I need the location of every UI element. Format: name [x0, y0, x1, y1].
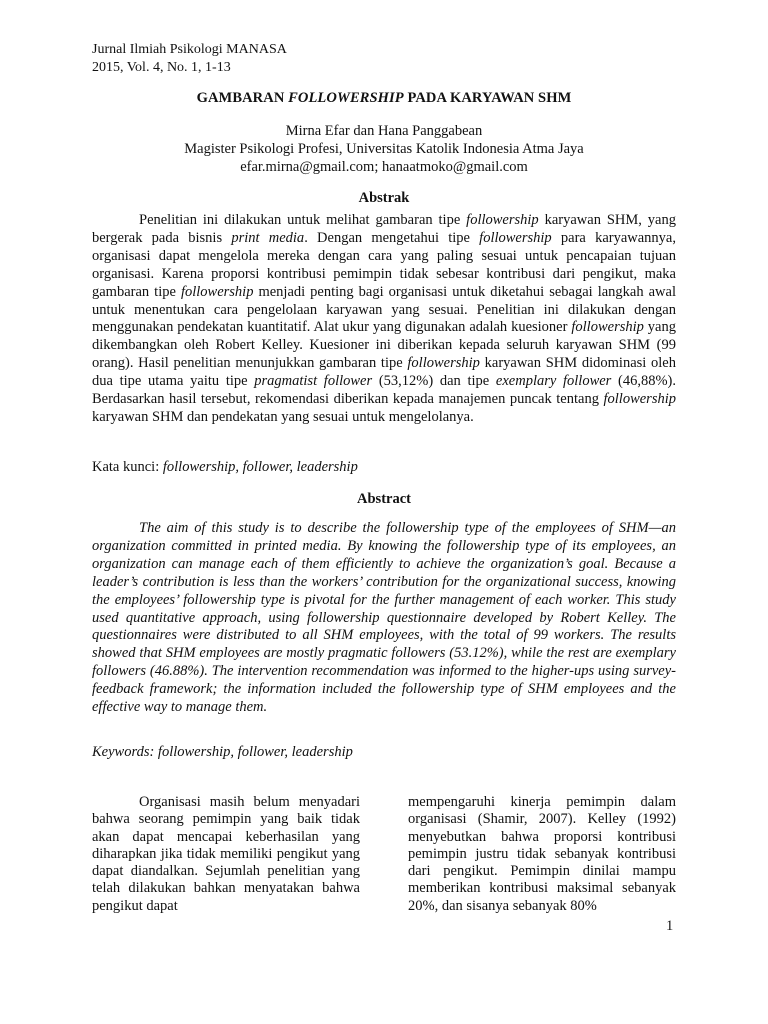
page-number: 1: [666, 918, 674, 934]
kata-kunci-terms: followership, follower, leadership: [162, 459, 358, 475]
author-emails: efar.mirna@gmail.com; hanaatmoko@gmail.com: [240, 159, 528, 175]
paper-title: [0, 90, 768, 107]
journal-name: Jurnal Ilmiah Psikologi MANASA: [92, 42, 287, 57]
journal-issue: 2015, Vol. 4, No. 1, 1-13: [92, 60, 231, 75]
body-column-left: Organisasi masih belum menyadari bahwa seorang pemimpin yang baik tidak akan dapat mencapai keberhasilan yang diharapkan jika tidak memiliki pengikut yang dapat diandalkan. Sejumlah penelitian yang telah dilakukan bahkan menyatakan bahwa pengikut dapat: [92, 794, 360, 914]
kata-kunci: [92, 459, 358, 476]
body-column-right: mempengaruhi kinerja pemimpin dalam organisasi (Shamir, 2007). Kelley (1992) menyebutkan bahwa proporsi kontribusi pemimpin justru tidak sebanyak kontribusi dari pengikut. Pemimpin dinilai mampu memberikan kontribusi maksimal sebanyak 20%, dan sisanya sebanyak 80%: [408, 794, 676, 914]
journal-header: [92, 41, 287, 77]
author-block: [0, 122, 768, 176]
abstrak-heading: Abstrak: [358, 190, 410, 206]
abstract-body: The aim of this study is to describe the followership type of the employees of SHM—an organization committed in printed media. By knowing the followership type of its employees, an organization can manage each of them efficiently to achieve the organization’s goal. Because a leader’s contribution is less than the workers’ contribution for the organizational success, knowing the employees’ followership type is pivotal for the further management of each worker. This study used quantitative approach, using followership questionnaire developed by Robert Kelley. The questionnaires were distributed to all SHM employees, with the total of 99 workers. The results showed that SHM employees are mostly pragmatic followers (53.12%), while the rest are exemplary followers (46.88%). The intervention recommendation was informed to the higher-ups using survey-feedback framework; the information included the followership type of SHM employees and the effective way to manage them.: [92, 520, 676, 716]
author-affiliation: Magister Psikologi Profesi, Universitas Katolik Indonesia Atma Jaya: [184, 141, 584, 157]
title-italic: FOLLOWERSHIP: [288, 90, 404, 106]
title-prefix: GAMBARAN: [196, 90, 289, 106]
title-suffix: PADA KARYAWAN SHM: [403, 90, 572, 106]
kata-kunci-label: Kata kunci:: [92, 459, 163, 475]
abstract-heading: Abstract: [357, 491, 411, 507]
keywords: Keywords: followership, follower, leadership: [92, 744, 353, 760]
abstrak-body: Penelitian ini dilakukan untuk melihat gambaran tipe followership karyawan SHM, yang bergerak pada bisnis print media. Dengan mengetahui tipe followership para karyawannya, organisasi dapat mengelola mereka dengan cara yang paling sesuai untuk pencapaian tujuan organisasi. Karena proporsi kontribusi pemimpin tidak sebesar kontribusi dari pengikut, maka gambaran tipe followership menjadi penting bagi organisasi untuk diketahui sebagai langkah awal untuk menentukan cara pengelolaan karyawan yang sesuai. Penelitian ini dilakukan dengan menggunakan pendekatan kuantitatif. Alat ukur yang digunakan adalah kuesioner followership yang dikembangkan oleh Robert Kelley. Kuesioner ini diberikan kepada seluruh karyawan SHM (99 orang). Hasil penelitian menunjukkan gambaran tipe followership karyawan SHM didominasi oleh dua tipe utama yaitu tipe pragmatist follower (53,12%) dan tipe exemplary follower (46,88%). Berdasarkan hasil tersebut, rekomendasi diberikan kepada manajemen puncak tentang followership karyawan SHM dan pendekatan yang sesuai untuk mengelolanya.: [92, 212, 676, 425]
author-names: Mirna Efar dan Hana Panggabean: [285, 123, 483, 139]
